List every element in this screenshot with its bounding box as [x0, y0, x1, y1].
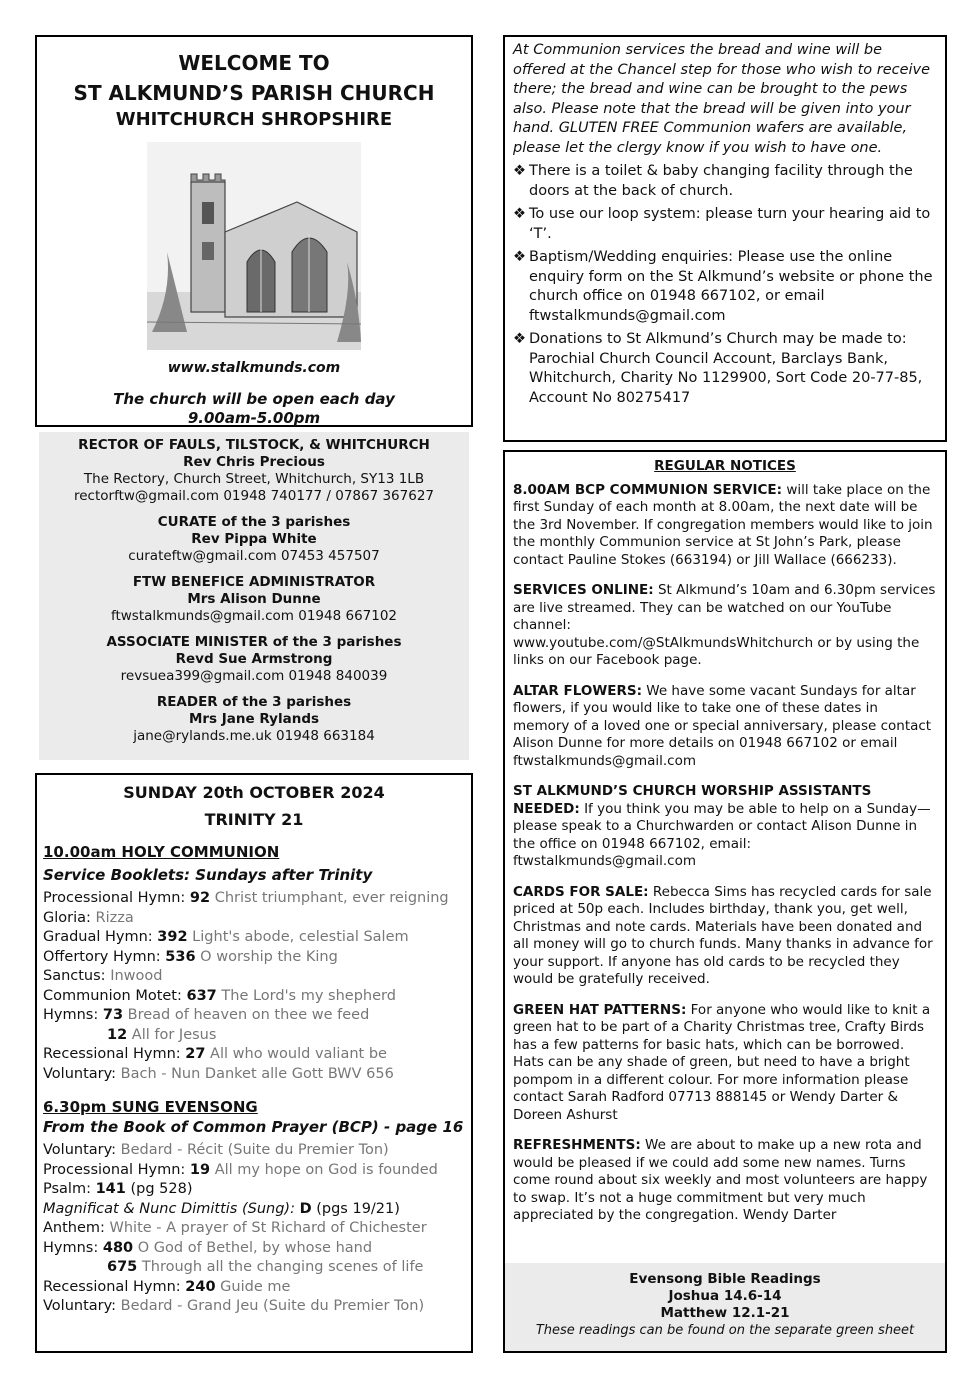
- hymn-number: 480: [102, 1239, 134, 1256]
- notice-heading: SERVICES ONLINE:: [513, 582, 654, 598]
- notice-heading: ST ALKMUND’S CHURCH WORSHIP ASSISTANTS NEEDED:: [513, 783, 872, 817]
- service-item: [43, 1045, 465, 1065]
- evensong-readings: [505, 1263, 945, 1351]
- service-item-text: O God of Bethel, by whose hand: [133, 1239, 373, 1256]
- service-item-text: Bedard - Récit (Suite du Premier Ton): [120, 1142, 389, 1158]
- service-item: [43, 1239, 465, 1259]
- info-bullet-text: There is a toilet & baby changing facility through the doors at the back of church.: [529, 163, 913, 199]
- notice-heading: ALTAR FLOWERS:: [513, 682, 642, 699]
- notices-title: REGULAR NOTICES: [654, 458, 796, 474]
- notice-item: [513, 582, 937, 670]
- holy-communion-list: [43, 889, 465, 1084]
- service-item-label: Anthem:: [43, 1220, 110, 1236]
- welcome-box: [35, 35, 473, 427]
- info-bullet: [513, 205, 937, 244]
- notice-body: will take place on the first Sunday of each month at 8.00am, the next date will be the 3rd November. If congregation members would like to join the monthly Communion service at St John’s Park, please contact Pauline Stokes (663194) or Jill Wallace (666233).: [513, 481, 933, 568]
- opening-hours: 9.00am-5.00pm: [187, 409, 321, 427]
- service-item: [43, 967, 465, 987]
- service-item-label: Voluntary:: [43, 1065, 121, 1082]
- service-item: [43, 1006, 465, 1026]
- service-item-text: Guide me: [215, 1278, 291, 1295]
- service-item-label: Psalm:: [43, 1181, 96, 1197]
- clergy-role: ASSOCIATE MINISTER of the 3 parishes: [106, 634, 402, 650]
- service-item-label: Communion Motet:: [43, 987, 187, 1004]
- service-item: [43, 1200, 465, 1220]
- evensong-heading: 6.30pm SUNG EVENSONG: [43, 1098, 258, 1116]
- hymn-number: 92: [189, 890, 211, 906]
- readings-title: Evensong Bible Readings: [629, 1271, 821, 1287]
- service-item-label: Gloria:: [43, 909, 96, 926]
- service-item: [43, 909, 465, 929]
- opening-line: The church will be open each day: [113, 390, 395, 408]
- clergy-role: FTW BENEFICE ADMINISTRATOR: [132, 574, 376, 590]
- info-bullet-text: Donations to St Alkmund’s Church may be made to: Parochial Church Council Account, Barclays Bank, Whitchurch, Charity No 1129900, Sort Code 20-77-85, Account No 80275417: [529, 331, 923, 406]
- bullet-diamond-icon: ❖: [513, 206, 526, 222]
- clergy-name: Mrs Alison Dunne: [187, 591, 321, 607]
- service-item-text: Bread of heaven on thee we feed: [123, 1007, 370, 1023]
- holy-communion-heading: 10.00am HOLY COMMUNION: [43, 843, 280, 861]
- service-item: [43, 987, 465, 1007]
- service-item-text: All my hope on God is founded: [210, 1161, 438, 1178]
- hymn-number: 19: [189, 1161, 211, 1178]
- service-item-text: Bach - Nun Danket alle Gott BWV 656: [120, 1065, 394, 1082]
- notice-body: Rebecca Sims has recycled cards for sale priced at 50p each. Includes birthday, thank you, get well, Christmas and note cards. Materials have been donated and all money will go to church funds. Many thanks in advance for your support. If anyone has old cards to be recycled they would be gratefully received.: [513, 883, 933, 987]
- info-bullet: [513, 248, 937, 326]
- service-item-text: Christ triumphant, ever reigning: [210, 890, 449, 906]
- clergy-role: CURATE of the 3 parishes: [157, 514, 351, 530]
- evensong-subheading: From the Book of Common Prayer (BCP) - page 16: [43, 1117, 464, 1136]
- service-item-label: Recessional Hymn:: [43, 1046, 186, 1062]
- holy-communion-subheading: Service Booklets: Sundays after Trinity: [43, 865, 373, 884]
- service-item: [43, 1297, 465, 1317]
- service-item: [43, 1161, 465, 1181]
- clergy-name: Revd Sue Armstrong: [175, 651, 333, 667]
- service-item-label: Sanctus:: [43, 968, 111, 984]
- clergy-role: READER of the 3 parishes: [156, 694, 352, 710]
- service-item-label: Voluntary:: [43, 1298, 121, 1314]
- clergy-contact: ftwstalkmunds@gmail.com 01948 667102: [110, 608, 398, 624]
- service-item-text: Rizza: [95, 909, 134, 926]
- service-item-text: Bedard - Grand Jeu (Suite du Premier Ton): [120, 1298, 425, 1314]
- clergy-entry: [39, 574, 469, 625]
- hymn-number: 240: [185, 1278, 216, 1295]
- hymn-number: 637: [186, 987, 217, 1004]
- info-bullet-text: To use our loop system: please turn your hearing aid to ‘T’.: [529, 206, 931, 242]
- hymn-number: 12: [107, 1026, 128, 1043]
- notice-heading: GREEN HAT PATTERNS:: [513, 1001, 687, 1018]
- service-item-text: O worship the King: [195, 948, 338, 965]
- hymn-number: 27: [185, 1046, 206, 1062]
- service-item-text: Light's abode, celestial Salem: [187, 929, 409, 945]
- service-item-label: Hymns:: [43, 1007, 103, 1023]
- service-item: [43, 1141, 465, 1161]
- notice-heading: CARDS FOR SALE:: [513, 883, 649, 900]
- notice-body: If you think you may be able to help on a Sunday—please speak to a Churchwarden or contact Alison Dunne in the office on 01948 667102, email: ftwstalkmunds@gmail.com: [513, 800, 931, 869]
- service-item: [43, 1278, 465, 1298]
- church-sketch-image: [147, 142, 361, 350]
- info-bullets: [513, 162, 937, 408]
- service-item: [43, 1258, 465, 1278]
- communion-info: At Communion services the bread and wine will be offered at the Chancel step for those who wish to receive there; the bread and wine can be brought to the pews also. Please note that the bread will be given into your hand. GLUTEN FREE Communion wafers are available, please let the clergy know if you wish to have one.: [513, 42, 931, 156]
- hymn-number: 73: [102, 1007, 124, 1023]
- notice-item: [513, 783, 937, 871]
- notice-body: For anyone who would like to knit a green hat to be part of a Charity Christmas tree, Crafty Birds has a few patterns for basic hats, which can be borrowed. Hats can be any shade of green, but need to have a bright pompom in a different colour. For more information please contact Sarah Radford 07713 888145 or Wendy Darter & Doreen Ashurst: [513, 1001, 931, 1123]
- church-location: WHITCHURCH SHROPSHIRE: [115, 109, 393, 130]
- service-item-label: Hymns:: [43, 1239, 103, 1256]
- readings-note: These readings can be found on the separate green sheet: [535, 1323, 915, 1338]
- clergy-name: Rev Chris Precious: [183, 454, 325, 470]
- notice-list: [513, 482, 937, 1225]
- notices-box: [503, 450, 947, 1353]
- service-item-label: Magnificat & Nunc Dimittis (Sung):: [43, 1200, 300, 1217]
- hymn-number: D: [299, 1200, 312, 1217]
- service-item-text: The Lord's my shepherd: [216, 987, 396, 1004]
- evensong-list: [43, 1141, 465, 1317]
- clergy-contact: curateftw@gmail.com 07453 457507: [128, 548, 380, 564]
- notice-item: [513, 683, 937, 771]
- notice-item: [513, 1002, 937, 1125]
- clergy-contact: The Rectory, Church Street, Whitchurch, SY13 1LB: [83, 471, 425, 487]
- clergy-contact: rectorftw@gmail.com 01948 740177 / 07867 367627: [73, 488, 435, 504]
- info-bullet: [513, 162, 937, 201]
- service-item: [43, 1026, 465, 1046]
- clergy-entry: [39, 437, 469, 505]
- notice-body: We have some vacant Sundays for altar flowers, if you would like to take one of these dates in memory of a loved one or special anniversary, please contact Alison Dunne for more details on 01948 667102 or email ftwstalkmunds@gmail.com: [513, 682, 932, 769]
- notice-item: [513, 1137, 937, 1225]
- service-item-text: (pg 528): [125, 1181, 193, 1197]
- service-item: [43, 1065, 465, 1085]
- bullet-diamond-icon: ❖: [513, 249, 526, 265]
- opening-text: [37, 390, 471, 428]
- hymn-number: 675: [107, 1259, 138, 1275]
- services-box: [35, 773, 473, 1353]
- service-item-label: Voluntary:: [43, 1142, 121, 1158]
- clergy-name: Rev Pippa White: [191, 531, 317, 547]
- notice-item: [513, 884, 937, 989]
- notice-heading: REFRESHMENTS:: [513, 1137, 641, 1153]
- notice-body: We are about to make up a new rota and would be pleased if we could add some new names. Turns come round about six weekly and most volunteers are happy to swap. It’s not a huge commitment but very much appreciated by the congregation. Wendy Darter: [513, 1137, 928, 1223]
- info-bullet-text: Baptism/Wedding enquiries: Please use the online enquiry form on the St Alkmund’s website or phone the church office on 01948 667102, or email ftwstalkmunds@gmail.com: [529, 249, 933, 324]
- welcome-line1: WELCOME TO: [178, 51, 330, 75]
- service-item-label: Processional Hymn:: [43, 1161, 190, 1178]
- service-item-text: All for Jesus: [127, 1026, 217, 1043]
- service-item: [43, 948, 465, 968]
- hymn-number: 392: [157, 929, 188, 945]
- website-link[interactable]: www.stalkmunds.com: [167, 360, 341, 376]
- service-item-label: Gradual Hymn:: [43, 929, 158, 945]
- service-item-label: Processional Hymn:: [43, 890, 190, 906]
- service-item-text: (pgs 19/21): [311, 1200, 400, 1217]
- info-box: [503, 35, 947, 442]
- hymn-number: 536: [165, 948, 196, 965]
- trinity-label: TRINITY 21: [204, 810, 304, 829]
- service-item: [43, 928, 465, 948]
- clergy-contact: jane@rylands.me.uk 01948 663184: [133, 728, 375, 744]
- bullet-diamond-icon: ❖: [513, 163, 526, 179]
- notice-item: [513, 482, 937, 570]
- church-name: ST ALKMUND’S PARISH CHURCH: [73, 81, 435, 105]
- notice-heading: 8.00AM BCP COMMUNION SERVICE:: [513, 481, 783, 498]
- service-item-label: Recessional Hymn:: [43, 1278, 186, 1295]
- reading-1: Joshua 14.6-14: [668, 1288, 782, 1304]
- clergy-contact: revsuea399@gmail.com 01948 840039: [120, 668, 388, 684]
- clergy-name: Mrs Jane Rylands: [188, 711, 320, 727]
- service-item-label: Offertory Hymn:: [43, 948, 166, 965]
- service-item-text: Through all the changing scenes of life: [137, 1259, 424, 1275]
- service-item-text: Inwood: [110, 968, 163, 984]
- hymn-number: 141: [95, 1181, 126, 1197]
- clergy-entry: [39, 694, 469, 745]
- service-item-text: All who would valiant be: [205, 1046, 387, 1062]
- notice-body-after: or by using the links on our Facebook page.: [513, 634, 920, 668]
- service-date: SUNDAY 20th OCTOBER 2024: [123, 783, 385, 802]
- reading-2: Matthew 12.1-21: [660, 1305, 790, 1321]
- info-bullet: [513, 330, 937, 408]
- bullet-diamond-icon: ❖: [513, 331, 526, 347]
- clergy-entry: [39, 634, 469, 685]
- service-item: [43, 1180, 465, 1200]
- clergy-panel: [39, 432, 469, 760]
- youtube-link[interactable]: www.youtube.com/@StAlkmundsWhitchurch: [513, 634, 814, 651]
- service-item-text: White - A prayer of St Richard of Chichester: [109, 1220, 427, 1236]
- clergy-role: RECTOR OF FAULS, TILSTOCK, & WHITCHURCH: [78, 437, 430, 453]
- clergy-entry: [39, 514, 469, 565]
- notice-body: St Alkmund’s 10am and 6.30pm services are live streamed. They can be watched on our YouTube channel:: [513, 582, 936, 633]
- service-item: [43, 889, 465, 909]
- service-item: [43, 1219, 465, 1239]
